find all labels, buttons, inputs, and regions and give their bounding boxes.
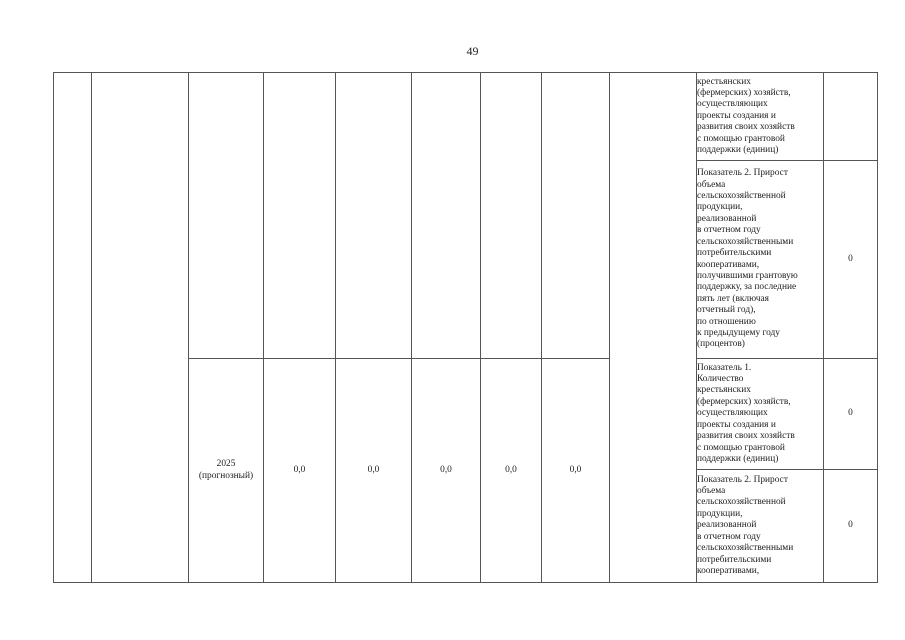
year-label: 2025 bbox=[216, 459, 236, 470]
indicator-cell bbox=[697, 359, 824, 470]
indicator-cell bbox=[697, 470, 824, 583]
indicator-cell bbox=[697, 161, 824, 359]
indicator-cell bbox=[697, 73, 824, 161]
year-note: (прогнозный) bbox=[198, 470, 254, 481]
indicator-text: Показатель 2. Прирост объема сельскохозяйственной продукции, реализованной в отчетном году сельскохозяйственными потребительскими кооперативами, bbox=[697, 474, 794, 576]
amount-cell-prev bbox=[264, 73, 336, 359]
indicator-text: крестьянских (фермерских) хозяйств, осуществляющих проекты создания и развития своих хозяйств с помощью грантовой поддержки (единиц) bbox=[697, 76, 795, 156]
indicator-text: Показатель 2. Прирост объема сельскохозяйственной продукции, реализованной в отчетном году сельскохозяйственными потребительскими кооперативами, получившими грантовую поддержку, за последние пять лет (включая отчетный год), по отношению к предыдущему году (процентов) bbox=[697, 168, 798, 350]
amount-cell-prev bbox=[542, 73, 610, 359]
table-row bbox=[54, 73, 878, 161]
amount-cell-prev bbox=[481, 73, 542, 359]
amount-cell: 0,0 bbox=[264, 359, 336, 583]
amount-cell-prev bbox=[412, 73, 481, 359]
indicator-value bbox=[824, 73, 878, 161]
indicator-value: 0 bbox=[824, 359, 878, 470]
amount-cell: 0,0 bbox=[412, 359, 481, 583]
executor-cell bbox=[610, 73, 697, 583]
amount-cell: 0,0 bbox=[481, 359, 542, 583]
number-cell bbox=[54, 73, 92, 583]
amount-cell: 0,0 bbox=[542, 359, 610, 583]
year-cell bbox=[189, 359, 264, 583]
data-table bbox=[53, 72, 878, 583]
page-number: 49 bbox=[466, 44, 479, 58]
indicator-text: Показатель 1. Количество крестьянских (фермерских) хозяйств, осуществляющих проекты создания и развития своих хозяйств с помощью грантовой поддержки (единиц) bbox=[697, 362, 795, 464]
year-cell-prev bbox=[189, 73, 264, 359]
name-cell bbox=[92, 73, 189, 583]
amount-cell: 0,0 bbox=[336, 359, 412, 583]
indicator-value: 0 bbox=[824, 470, 878, 583]
indicator-value: 0 bbox=[824, 161, 878, 359]
amount-cell-prev bbox=[336, 73, 412, 359]
